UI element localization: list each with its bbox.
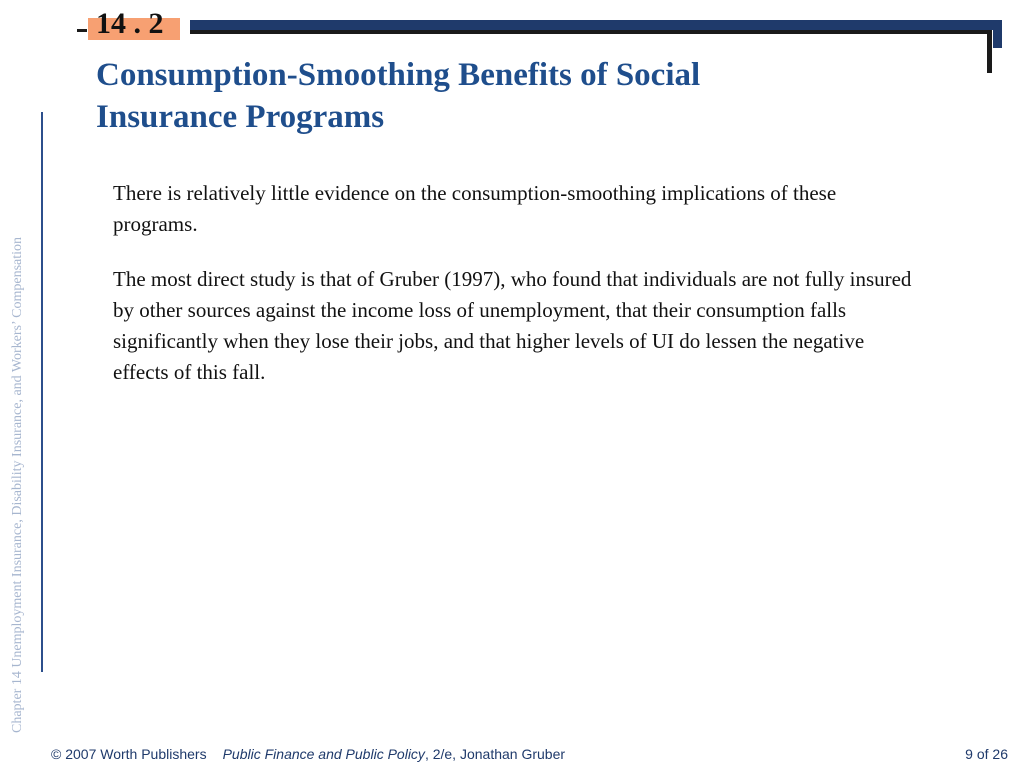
footer-book-title: Public Finance and Public Policy xyxy=(222,746,425,762)
body-paragraph: The most direct study is that of Gruber (1997), who found that individuals are not fully insured by other sources against the income loss of unemployment, that their consumption falls significantly when they lose their jobs, and that higher levels of UI do lessen the negative effects of this fall. xyxy=(113,267,912,384)
chapter-side-label: Chapter 14 Unemployment Insurance, Disability Insurance, and Workers’ Compensation xyxy=(10,236,25,733)
header-bar-navy xyxy=(190,20,1002,30)
header-dash xyxy=(77,29,87,32)
section-number: 14 . 2 xyxy=(96,7,164,40)
footer-edition-author: , 2/e, Jonathan Gruber xyxy=(424,746,566,762)
page-indicator: 9 of 26 xyxy=(965,746,1008,762)
footer-credits xyxy=(51,746,565,762)
side-divider xyxy=(41,112,43,672)
header-corner-black xyxy=(987,30,992,73)
slide-title: Consumption-Smoothing Benefits of Social Insurance Programs xyxy=(96,57,701,135)
header-bar-black xyxy=(190,30,988,34)
slide-body xyxy=(113,178,923,412)
header-corner-navy xyxy=(993,20,1002,48)
body-paragraph: There is relatively little evidence on the consumption-smoothing implications of these programs. xyxy=(113,181,837,236)
footer-copyright: © 2007 Worth Publishers xyxy=(51,746,207,762)
